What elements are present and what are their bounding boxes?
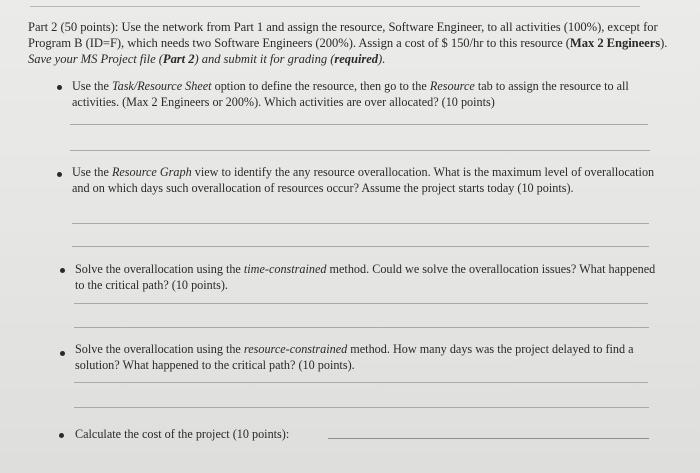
intro-end: ). <box>378 52 386 67</box>
intro-separator: ). <box>660 36 668 51</box>
save-instruction: Save your MS Project file ( <box>28 52 163 67</box>
question-5-text <box>75 426 335 442</box>
answer-line-2a[interactable] <box>72 223 649 224</box>
save-part-label: Part 2 <box>162 52 195 67</box>
bullet-icon <box>57 85 62 90</box>
answer-line-1a[interactable] <box>70 124 648 125</box>
question-2-em-resource-graph: Resource Graph <box>111 165 192 179</box>
answer-line-3a[interactable] <box>74 303 648 304</box>
question-1-em-resource: Resource <box>429 79 475 93</box>
question-1-pre: Use the <box>72 79 112 93</box>
question-4-em-resource-constrained: resource-constrained <box>243 342 348 356</box>
required-label: required <box>334 52 379 67</box>
question-1-post: tab to assign the resource to all activities. (Max 2 Engineers or 200%). Which activities are over allocated? (10 points) <box>72 79 629 110</box>
question-3-text <box>75 261 667 293</box>
cost-answer-line[interactable] <box>328 438 649 439</box>
answer-line-1b[interactable] <box>70 150 650 151</box>
question-1-em-task-sheet: Task/Resource Sheet <box>111 79 212 93</box>
question-1-mid: option to define the resource, then go to the <box>211 79 430 93</box>
question-3-post: method. Could we solve the overallocation issues? What happened to the critical path? (10 points). <box>75 262 656 293</box>
part-label: Part 2 <box>28 20 58 34</box>
bullet-icon <box>60 268 65 273</box>
max-engineers: Max 2 Engineers <box>569 36 661 51</box>
question-5-pre: Calculate the cost of the project (10 points): <box>75 427 290 441</box>
question-4-text <box>75 341 635 373</box>
answer-line-2b[interactable] <box>72 246 649 247</box>
answer-line-3b[interactable] <box>74 327 649 328</box>
save-instruction-end: ) and submit it for grading ( <box>194 52 335 67</box>
question-1-text <box>72 78 672 110</box>
part-description: (50 points): Use the network from Part 1 and assign the resource, Software Engineer, to all activities (100%), except for Program B (ID=F), which needs two Software Engineers (200%). Assign a cost of $ 150/hr to this resource ( <box>28 20 658 51</box>
top-divider <box>30 6 640 7</box>
question-3-pre: Solve the overallocation using the <box>75 262 244 276</box>
bullet-icon <box>59 433 64 438</box>
bullet-icon <box>57 172 62 177</box>
part-2-instructions <box>28 19 668 68</box>
question-4-post: method. How many days was the project delayed to find a solution? What happened to the critical path? (10 points). <box>75 342 634 373</box>
bullet-icon <box>60 351 65 356</box>
answer-line-4b[interactable] <box>74 407 649 408</box>
question-4-pre: Solve the overallocation using the <box>75 342 244 356</box>
answer-line-4a[interactable] <box>74 382 648 383</box>
question-2-text <box>72 164 668 196</box>
question-3-em-time-constrained: time-constrained <box>243 262 327 276</box>
question-2-post: view to identify the any resource overallocation. What is the maximum level of overallocation and on which days such overallocation of resources occur? Assume the project starts today (10 points). <box>72 165 655 196</box>
question-2-pre: Use the <box>72 165 112 179</box>
